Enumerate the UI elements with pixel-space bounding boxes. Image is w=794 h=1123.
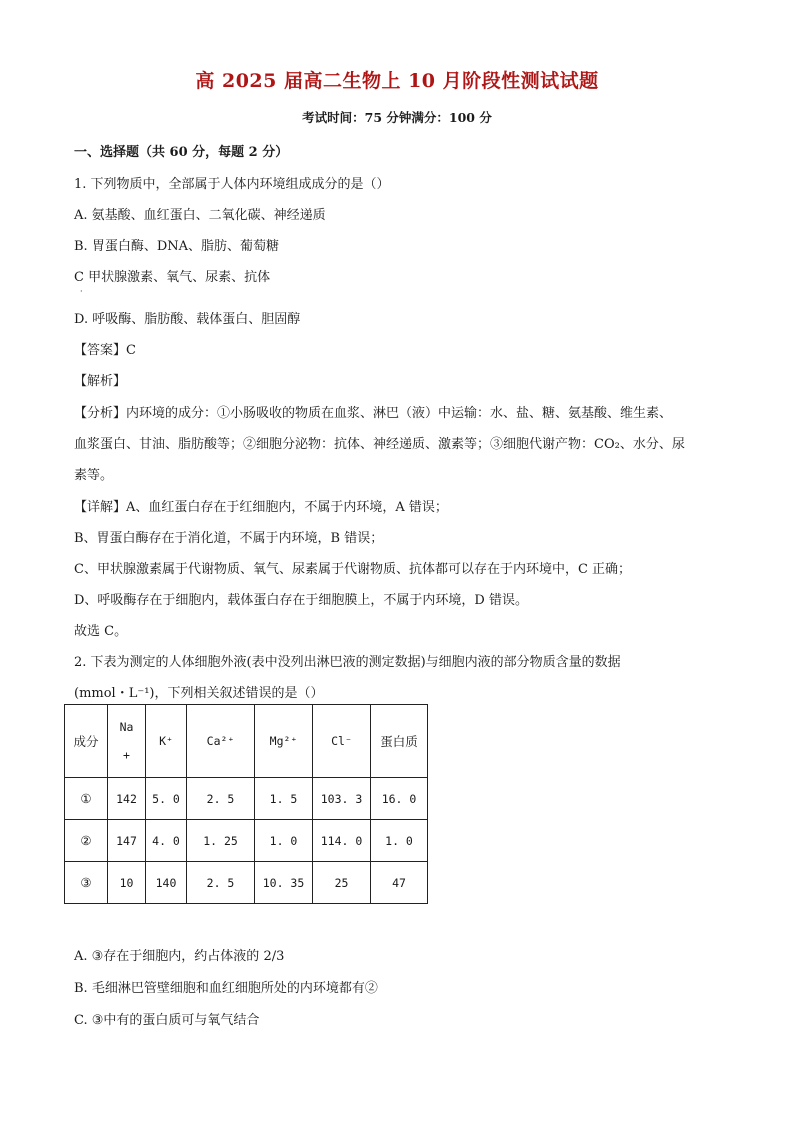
table-row	[65, 862, 428, 904]
q1-option-b: B. 胃蛋白酶、DNA、脂肪、葡萄糖	[74, 239, 280, 254]
q1-option-c: C 甲状腺激素、氧气、尿素、抗体	[74, 270, 271, 285]
q1-analysis-line: 【分析】内环境的成分：①小肠吸收的物质在血浆、淋巴（液）中运输：水、盐、糖、氨基酸、维生素、	[74, 406, 673, 421]
table-row	[65, 778, 428, 820]
table-cell: 5. 0	[146, 778, 187, 820]
q1-detail-line: 【详解】A、血红蛋白存在于红细胞内，不属于内环境，A 错误；	[74, 500, 448, 515]
header-cell: Cl⁻	[313, 705, 371, 778]
section-heading: 一、选择题（共 60 分，每题 2 分）	[74, 145, 289, 160]
table-cell: ③	[65, 862, 108, 904]
exam-info: 考试时间：75 分钟满分：100 分	[302, 110, 492, 125]
table-cell: 140	[146, 862, 187, 904]
page-title: 高 2025 届高二生物上 10 月阶段性测试试题	[195, 70, 599, 92]
table-cell: 16. 0	[371, 778, 428, 820]
table-cell: 10	[108, 862, 146, 904]
q2-option-b: B. 毛细淋巴管壁细胞和血红细胞所处的内环境都有②	[74, 981, 378, 996]
table-cell: 2. 5	[187, 778, 255, 820]
question-2-stem: 2. 下表为测定的人体细胞外液(表中没列出淋巴液的测定数据)与细胞内液的部分物质含量的数据	[74, 655, 621, 670]
table-cell: 1. 0	[255, 820, 313, 862]
header-cell: Mg²⁺	[255, 705, 313, 778]
q1-analysis-label: 【解析】	[74, 374, 127, 389]
q1-option-a: A. 氨基酸、血红蛋白、二氧化碳、神经递质	[74, 208, 326, 223]
table-cell: 114. 0	[313, 820, 371, 862]
q2-option-c: C. ③中有的蛋白质可与氧气结合	[74, 1013, 260, 1028]
table-cell: 142	[108, 778, 146, 820]
table-row	[65, 820, 428, 862]
table-cell: 1. 25	[187, 820, 255, 862]
q1-detail-line: D、呼吸酶存在于细胞内，载体蛋白存在于细胞膜上，不属于内环境，D 错误。	[74, 593, 528, 608]
q2-option-a: A. ③存在于细胞内，约占体液的 2/3	[74, 949, 285, 964]
table-cell: 47	[371, 862, 428, 904]
table-cell: ①	[65, 778, 108, 820]
q1-answer: 【答案】C	[74, 343, 136, 358]
table-cell: 1. 0	[371, 820, 428, 862]
table-header-row	[65, 705, 428, 778]
header-cell: K⁺	[146, 705, 187, 778]
stray-mark: ·	[80, 287, 83, 296]
q1-detail-line: 故选 C。	[74, 624, 128, 639]
table-cell: 147	[108, 820, 146, 862]
table-cell: ②	[65, 820, 108, 862]
table-cell: 10. 35	[255, 862, 313, 904]
question-2-stem-cont: (mmol・L⁻¹)，下列相关叙述错误的是（）	[74, 686, 324, 701]
table-cell: 103. 3	[313, 778, 371, 820]
table-cell: 2. 5	[187, 862, 255, 904]
q1-analysis-line: 血浆蛋白、甘油、脂肪酸等；②细胞分泌物：抗体、神经递质、激素等；③细胞代谢产物：CO₂、水分、尿	[74, 437, 685, 452]
header-cell: 成分	[65, 705, 108, 778]
composition-table	[64, 704, 428, 904]
table-cell: 4. 0	[146, 820, 187, 862]
header-cell: Na +	[108, 705, 146, 778]
q1-option-d: D. 呼吸酶、脂肪酸、载体蛋白、胆固醇	[74, 312, 301, 327]
question-1-stem: 1. 下列物质中，全部属于人体内环境组成成分的是（）	[74, 177, 390, 192]
q1-detail-line: C、甲状腺激素属于代谢物质、氧气、尿素属于代谢物质、抗体都可以存在于内环境中，C 正确；	[74, 562, 632, 577]
table-cell: 1. 5	[255, 778, 313, 820]
q1-detail-line: B、胃蛋白酶存在于消化道，不属于内环境，B 错误；	[74, 531, 384, 546]
header-cell: Ca²⁺	[187, 705, 255, 778]
header-cell: 蛋白质	[371, 705, 428, 778]
table-cell: 25	[313, 862, 371, 904]
q1-analysis-line: 素等。	[74, 468, 114, 483]
